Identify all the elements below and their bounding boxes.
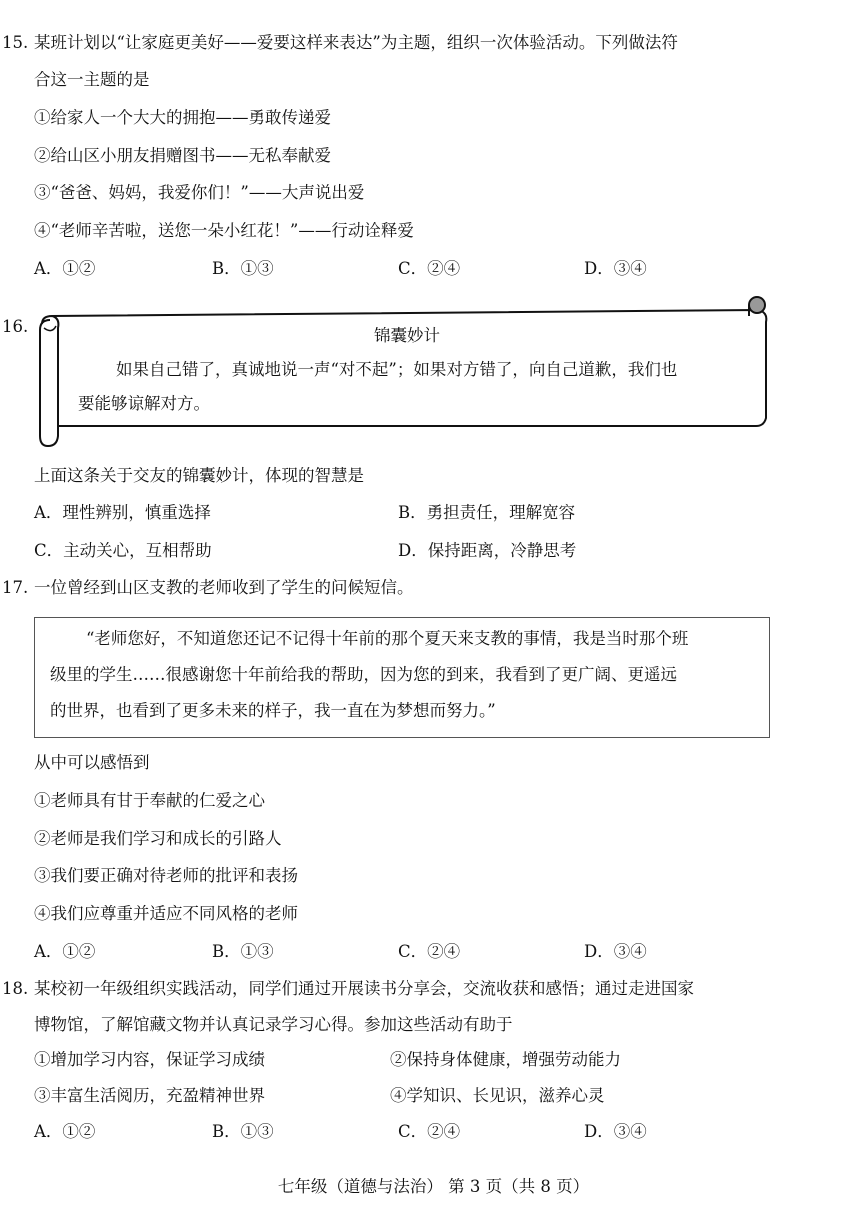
option-c[interactable]: C．②④ bbox=[398, 1122, 461, 1141]
question-prompt: 从中可以感悟到 bbox=[34, 753, 150, 772]
option-a[interactable]: A．理性辨别，慎重选择 bbox=[34, 503, 211, 522]
option-c[interactable]: C．主动关心，互相帮助 bbox=[34, 541, 212, 560]
statement-item: ③丰富生活阅历，充盈精神世界 bbox=[34, 1086, 265, 1105]
statement-item: ①增加学习内容，保证学习成绩 bbox=[34, 1050, 265, 1069]
option-a[interactable]: A．①② bbox=[34, 259, 96, 278]
statement-item: ①老师具有甘于奉献的仁爱之心 bbox=[34, 791, 265, 810]
scroll-frame bbox=[0, 0, 867, 460]
scroll-text-line: 要能够谅解对方。 bbox=[78, 394, 210, 413]
scroll-text-line: 如果自己错了，真诚地说一声“对不起”；如果对方错了，向自己道歉，我们也 bbox=[116, 360, 678, 379]
statement-item: ③我们要正确对待老师的批评和表扬 bbox=[34, 866, 298, 885]
message-line: “老师您好，不知道您还记不记得十年前的那个夏天来支教的事情，我是当时那个班 bbox=[86, 629, 689, 648]
statement-item: ①给家人一个大大的拥抱——勇敢传递爱 bbox=[34, 108, 331, 127]
message-line: 级里的学生……很感谢您十年前给我的帮助，因为您的到来，我看到了更广阔、更遥远 bbox=[50, 665, 677, 684]
statement-item: ②给山区小朋友捐赠图书——无私奉献爱 bbox=[34, 146, 331, 165]
option-d[interactable]: D．③④ bbox=[584, 942, 647, 961]
message-line: 的世界，也看到了更多未来的样子，我一直在为梦想而努力。” bbox=[50, 701, 496, 720]
statement-item: ④学知识、长见识，滋养心灵 bbox=[390, 1086, 605, 1105]
page-footer: 七年级（道德与法治） 第 3 页（共 8 页） bbox=[277, 1177, 590, 1196]
option-b[interactable]: B．①③ bbox=[212, 942, 274, 961]
statement-item: ②保持身体健康，增强劳动能力 bbox=[390, 1050, 621, 1069]
option-c[interactable]: C．②④ bbox=[398, 942, 461, 961]
question-stem-line: 博物馆，了解馆藏文物并认真记录学习心得。参加这些活动有助于 bbox=[34, 1015, 513, 1034]
question-number: 15. bbox=[2, 33, 29, 52]
option-a[interactable]: A．①② bbox=[34, 942, 96, 961]
scroll-title: 锦囊妙计 bbox=[374, 326, 440, 345]
statement-item: ④我们应尊重并适应不同风格的老师 bbox=[34, 904, 298, 923]
question-stem-line: 一位曾经到山区支教的老师收到了学生的问候短信。 bbox=[34, 578, 414, 597]
statement-item: ②老师是我们学习和成长的引路人 bbox=[34, 829, 282, 848]
option-a[interactable]: A．①② bbox=[34, 1122, 96, 1141]
option-c[interactable]: C．②④ bbox=[398, 259, 461, 278]
question-stem-line: 某校初一年级组织实践活动，同学们通过开展读书分享会，交流收获和感悟；通过走进国家 bbox=[34, 979, 694, 998]
option-d[interactable]: D．③④ bbox=[584, 259, 647, 278]
option-b[interactable]: B．勇担责任，理解宽容 bbox=[398, 503, 576, 522]
question-stem-line: 上面这条关于交友的锦囊妙计，体现的智慧是 bbox=[34, 466, 364, 485]
question-number: 16. bbox=[2, 317, 29, 336]
option-d[interactable]: D．③④ bbox=[584, 1122, 647, 1141]
statement-item: ④“老师辛苦啦，送您一朵小红花！”——行动诠释爱 bbox=[34, 221, 414, 240]
option-d[interactable]: D．保持距离，冷静思考 bbox=[398, 541, 577, 560]
question-number: 17. bbox=[2, 578, 29, 597]
question-stem-line: 合这一主题的是 bbox=[34, 70, 150, 89]
option-b[interactable]: B．①③ bbox=[212, 259, 274, 278]
option-b[interactable]: B．①③ bbox=[212, 1122, 274, 1141]
statement-item: ③“爸爸、妈妈，我爱你们！”——大声说出爱 bbox=[34, 183, 365, 202]
question-number: 18. bbox=[2, 979, 29, 998]
question-stem-line: 某班计划以“让家庭更美好——爱要这样来表达”为主题，组织一次体验活动。下列做法符 bbox=[34, 33, 678, 52]
